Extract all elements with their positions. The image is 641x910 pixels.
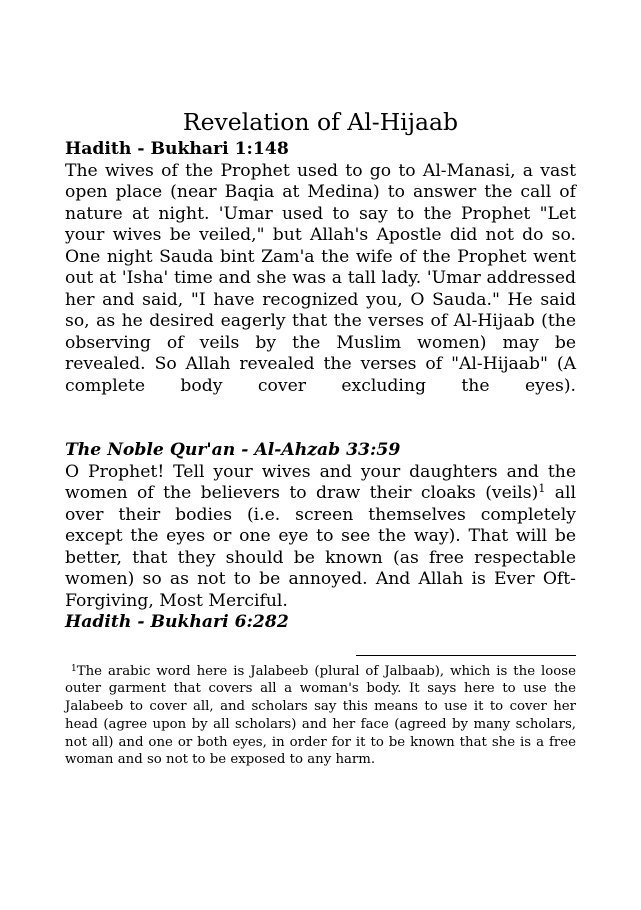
footnote-marker: 1 — [70, 663, 77, 674]
section-gap — [65, 397, 576, 440]
section-heading-bukhari-1-148: Hadith - Bukhari 1:148 — [65, 139, 289, 159]
section-body-bukhari-1-148: The wives of the Prophet used to go to Al-Manasi, a vast open place (near Baqia at Medina) to answer the call of nature at night. 'Umar used to say to the Prophet "Let your wives be veiled," but Allah's Apostle did not do so. One night Sauda bint Zam'a the wife of the Prophet went out at 'Isha' time and she was a tall lady. 'Umar addressed her and said, "I have recognized you, O Sauda." He said so, as he desired eagerly that the verses of Al-Hijaab (the observing of veils by the Muslim women) may be revealed. So Allah revealed the verses of "Al-Hijaab" (A complete body cover excluding the eyes). — [65, 160, 576, 396]
footnote-divider — [356, 655, 576, 656]
quran-text-after: all over their bodies (i.e. screen themselves completely except the eyes or one eye to see the way). That will be better, that they should be known (as free respectable women) so as not to be annoyed. And Allah is Ever Oft-Forgiving, Most Merciful. — [65, 483, 576, 611]
footnote-text: The arabic word here is Jalabeeb (plural of Jalbaab), which is the loose outer garment that covers all a woman's body. It says here to use the Jalabeeb to cover all, and scholars say this means to use it to cover her head (agree upon by all scholars) and her face (agreed by many scholars, not all) and one or both eyes, in order for it to be known that she is a free woman and so not to be exposed to any harm. — [65, 663, 576, 768]
section-heading-bukhari-6-282: Hadith - Bukhari 6:282 — [65, 612, 289, 632]
quran-text-before: O Prophet! Tell your wives and your daughters and the women of the believers to draw their cloaks (veils) — [65, 461, 576, 503]
page-title: Revelation of Al-Hijaab — [182, 108, 459, 136]
document-page — [65, 105, 576, 769]
section-body-quran-33-59 — [65, 462, 576, 613]
footnote — [65, 663, 576, 770]
section-heading-quran-33-59: The Noble Qur'an - Al-Ahzab 33:59 — [65, 440, 401, 460]
footnote-reference[interactable]: 1 — [538, 482, 546, 495]
